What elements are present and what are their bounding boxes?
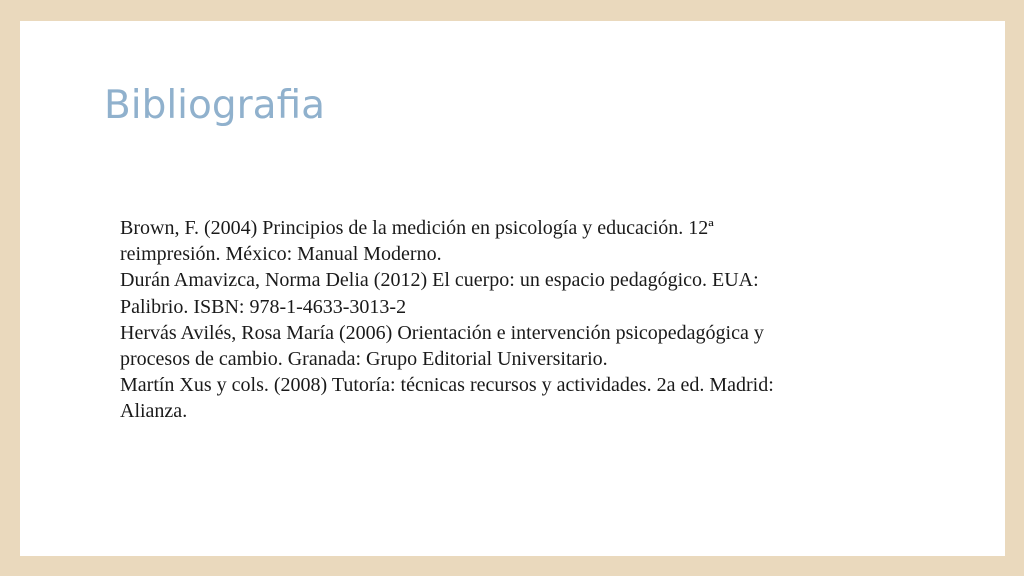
reference-item: [120, 267, 840, 319]
reference-item: [120, 215, 840, 267]
reference-line: Martín Xus y cols. (2008) Tutoría: técnicas recursos y actividades. 2a ed. Madrid:: [120, 374, 774, 397]
reference-item: [120, 372, 840, 424]
slide-page: [20, 21, 1005, 556]
reference-line: Durán Amavizca, Norma Delia (2012) El cuerpo: un espacio pedagógico. EUA:: [120, 269, 759, 292]
reference-line: Palibrio. ISBN: 978-1-4633-3013-2: [120, 295, 407, 318]
slide-title: Bibliografia: [104, 83, 326, 128]
reference-line: Hervás Avilés, Rosa María (2006) Orientación e intervención psicopedagógica y: [120, 321, 764, 344]
reference-line: reimpresión. México: Manual Moderno.: [120, 243, 442, 266]
reference-list: [120, 215, 840, 425]
reference-line: Alianza.: [120, 400, 188, 423]
reference-line: Brown, F. (2004) Principios de la medición en psicología y educación. 12ª: [120, 217, 714, 239]
reference-line: procesos de cambio. Granada: Grupo Editorial Universitario.: [120, 348, 608, 371]
reference-item: [120, 320, 840, 372]
